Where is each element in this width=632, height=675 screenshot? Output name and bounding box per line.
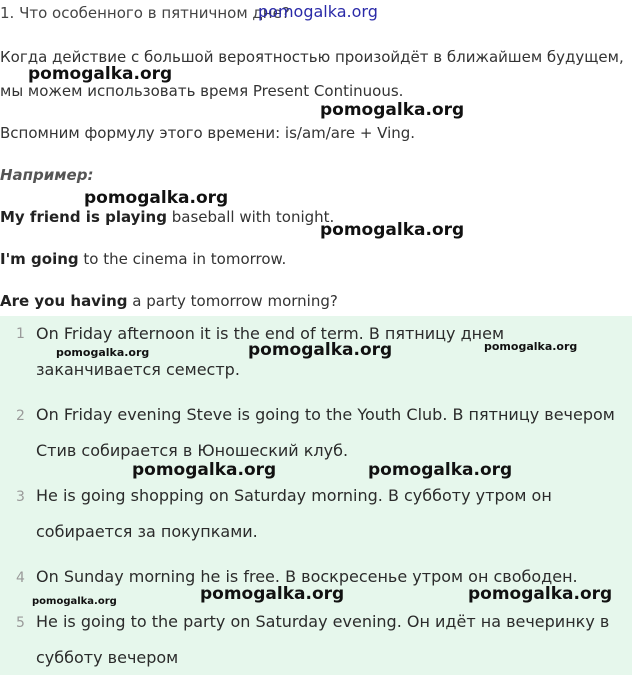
answer-line: On Friday evening Steve is going to the Youth Club. В пятницу вечером (36, 405, 615, 424)
answer-number: 5 (16, 615, 25, 631)
example-bold: I'm going (0, 250, 79, 268)
answer-number: 1 (16, 326, 25, 342)
answer-number: 3 (16, 489, 25, 505)
watermark: pomogalka.org (132, 460, 277, 480)
watermark: pomogalka.org (320, 100, 465, 120)
example-sentence (0, 208, 334, 226)
answers-panel (0, 316, 632, 675)
watermark: pomogalka.org (32, 596, 117, 607)
watermark: pomogalka.org (468, 584, 613, 604)
answer-line: On Friday afternoon it is the end of term. В пятницу днем (36, 324, 505, 343)
example-bold: Are you having (0, 292, 128, 310)
example-rest: baseball with tonight. (166, 208, 335, 226)
example-sentence (0, 250, 286, 268)
paragraph-line: мы можем использовать время Present Continuous. (0, 82, 404, 100)
example-sentence (0, 292, 338, 310)
answer-line: On Sunday morning he is free. В воскресенье утром он свободен. (36, 567, 578, 586)
answer-number: 4 (16, 570, 25, 586)
answer-number: 2 (16, 408, 25, 424)
question-heading: 1. Что особенного в пятничном дне? (0, 4, 290, 22)
answer-line: Стив собирается в Юношеский клуб. (36, 441, 349, 460)
watermark: pomogalka.org (484, 340, 578, 353)
answer-line: He is going to the party on Saturday evening. Он идёт на вечеринку в (36, 612, 610, 631)
watermark: pomogalka.org (320, 220, 465, 240)
answer-line: He is going shopping on Saturday morning. В субботу утром он (36, 486, 552, 505)
paragraph-line: Когда действие с большой вероятностью произойдёт в ближайшем будущем, (0, 48, 624, 66)
watermark: pomogalka.org (368, 460, 513, 480)
example-heading: Например: (0, 166, 94, 184)
example-rest: to the cinema in tomorrow. (78, 250, 287, 268)
watermark: pomogalka.org (84, 188, 229, 208)
watermark: pomogalka.org (56, 346, 150, 359)
formula-line: Вспомним формулу этого времени: is/am/are + Ving. (0, 124, 416, 142)
watermark: pomogalka.org (28, 64, 173, 84)
watermark: pomogalka.org (200, 584, 345, 604)
example-bold: My friend is playing (0, 208, 167, 226)
watermark: pomogalka.org (258, 2, 378, 21)
answer-line: субботу вечером (36, 648, 179, 667)
example-rest: a party tomorrow morning? (127, 292, 338, 310)
answer-line: собирается за покупками. (36, 522, 258, 541)
watermark: pomogalka.org (248, 340, 393, 360)
answer-line: заканчивается семестр. (36, 360, 240, 379)
